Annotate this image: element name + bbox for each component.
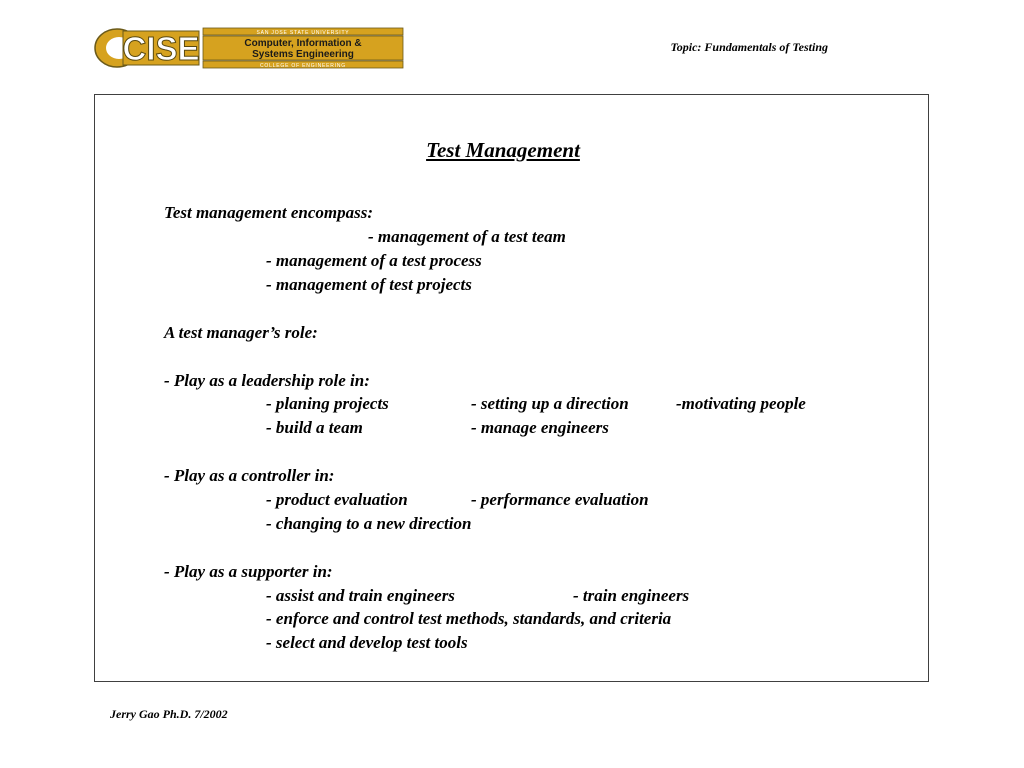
supporter-item: - enforce and control test methods, standards, and criteria	[266, 609, 672, 628]
supporter-item: - assist and train engineers	[266, 586, 455, 605]
controller-item: - performance evaluation	[471, 490, 649, 509]
logo-university: SAN JOSE STATE UNIVERSITY	[256, 30, 350, 36]
cise-logo	[93, 26, 405, 70]
logo-mark: CISE	[122, 30, 200, 67]
footer-author: Jerry Gao Ph.D. 7/2002	[110, 707, 228, 721]
controller-heading: - Play as a controller in:	[164, 466, 335, 485]
role-heading: A test manager’s role:	[164, 323, 318, 342]
encompass-item: - management of a test team	[368, 227, 566, 246]
leadership-item: -motivating people	[676, 394, 806, 413]
logo-college: COLLEGE OF ENGINEERING	[260, 63, 346, 69]
leadership-item: - setting up a direction	[471, 394, 629, 413]
leadership-item: - planing projects	[266, 394, 389, 413]
encompass-item: - management of a test process	[266, 251, 482, 270]
intro-text: Test management encompass:	[164, 203, 374, 222]
topic-header: Topic: Fundamentals of Testing	[670, 40, 828, 54]
supporter-item: - train engineers	[573, 586, 690, 605]
logo-line1: Computer, Information &	[244, 38, 362, 49]
leadership-item: - manage engineers	[471, 418, 609, 437]
leadership-item: - build a team	[266, 418, 363, 437]
supporter-heading: - Play as a supporter in:	[164, 562, 333, 581]
controller-item: - changing to a new direction	[266, 514, 472, 533]
leadership-heading: - Play as a leadership role in:	[164, 371, 370, 390]
encompass-item: - management of test projects	[266, 275, 472, 294]
supporter-item: - select and develop test tools	[266, 633, 468, 652]
logo-line2: Systems Engineering	[252, 49, 354, 60]
controller-item: - product evaluation	[266, 490, 408, 509]
slide-title: Test Management	[426, 138, 580, 162]
